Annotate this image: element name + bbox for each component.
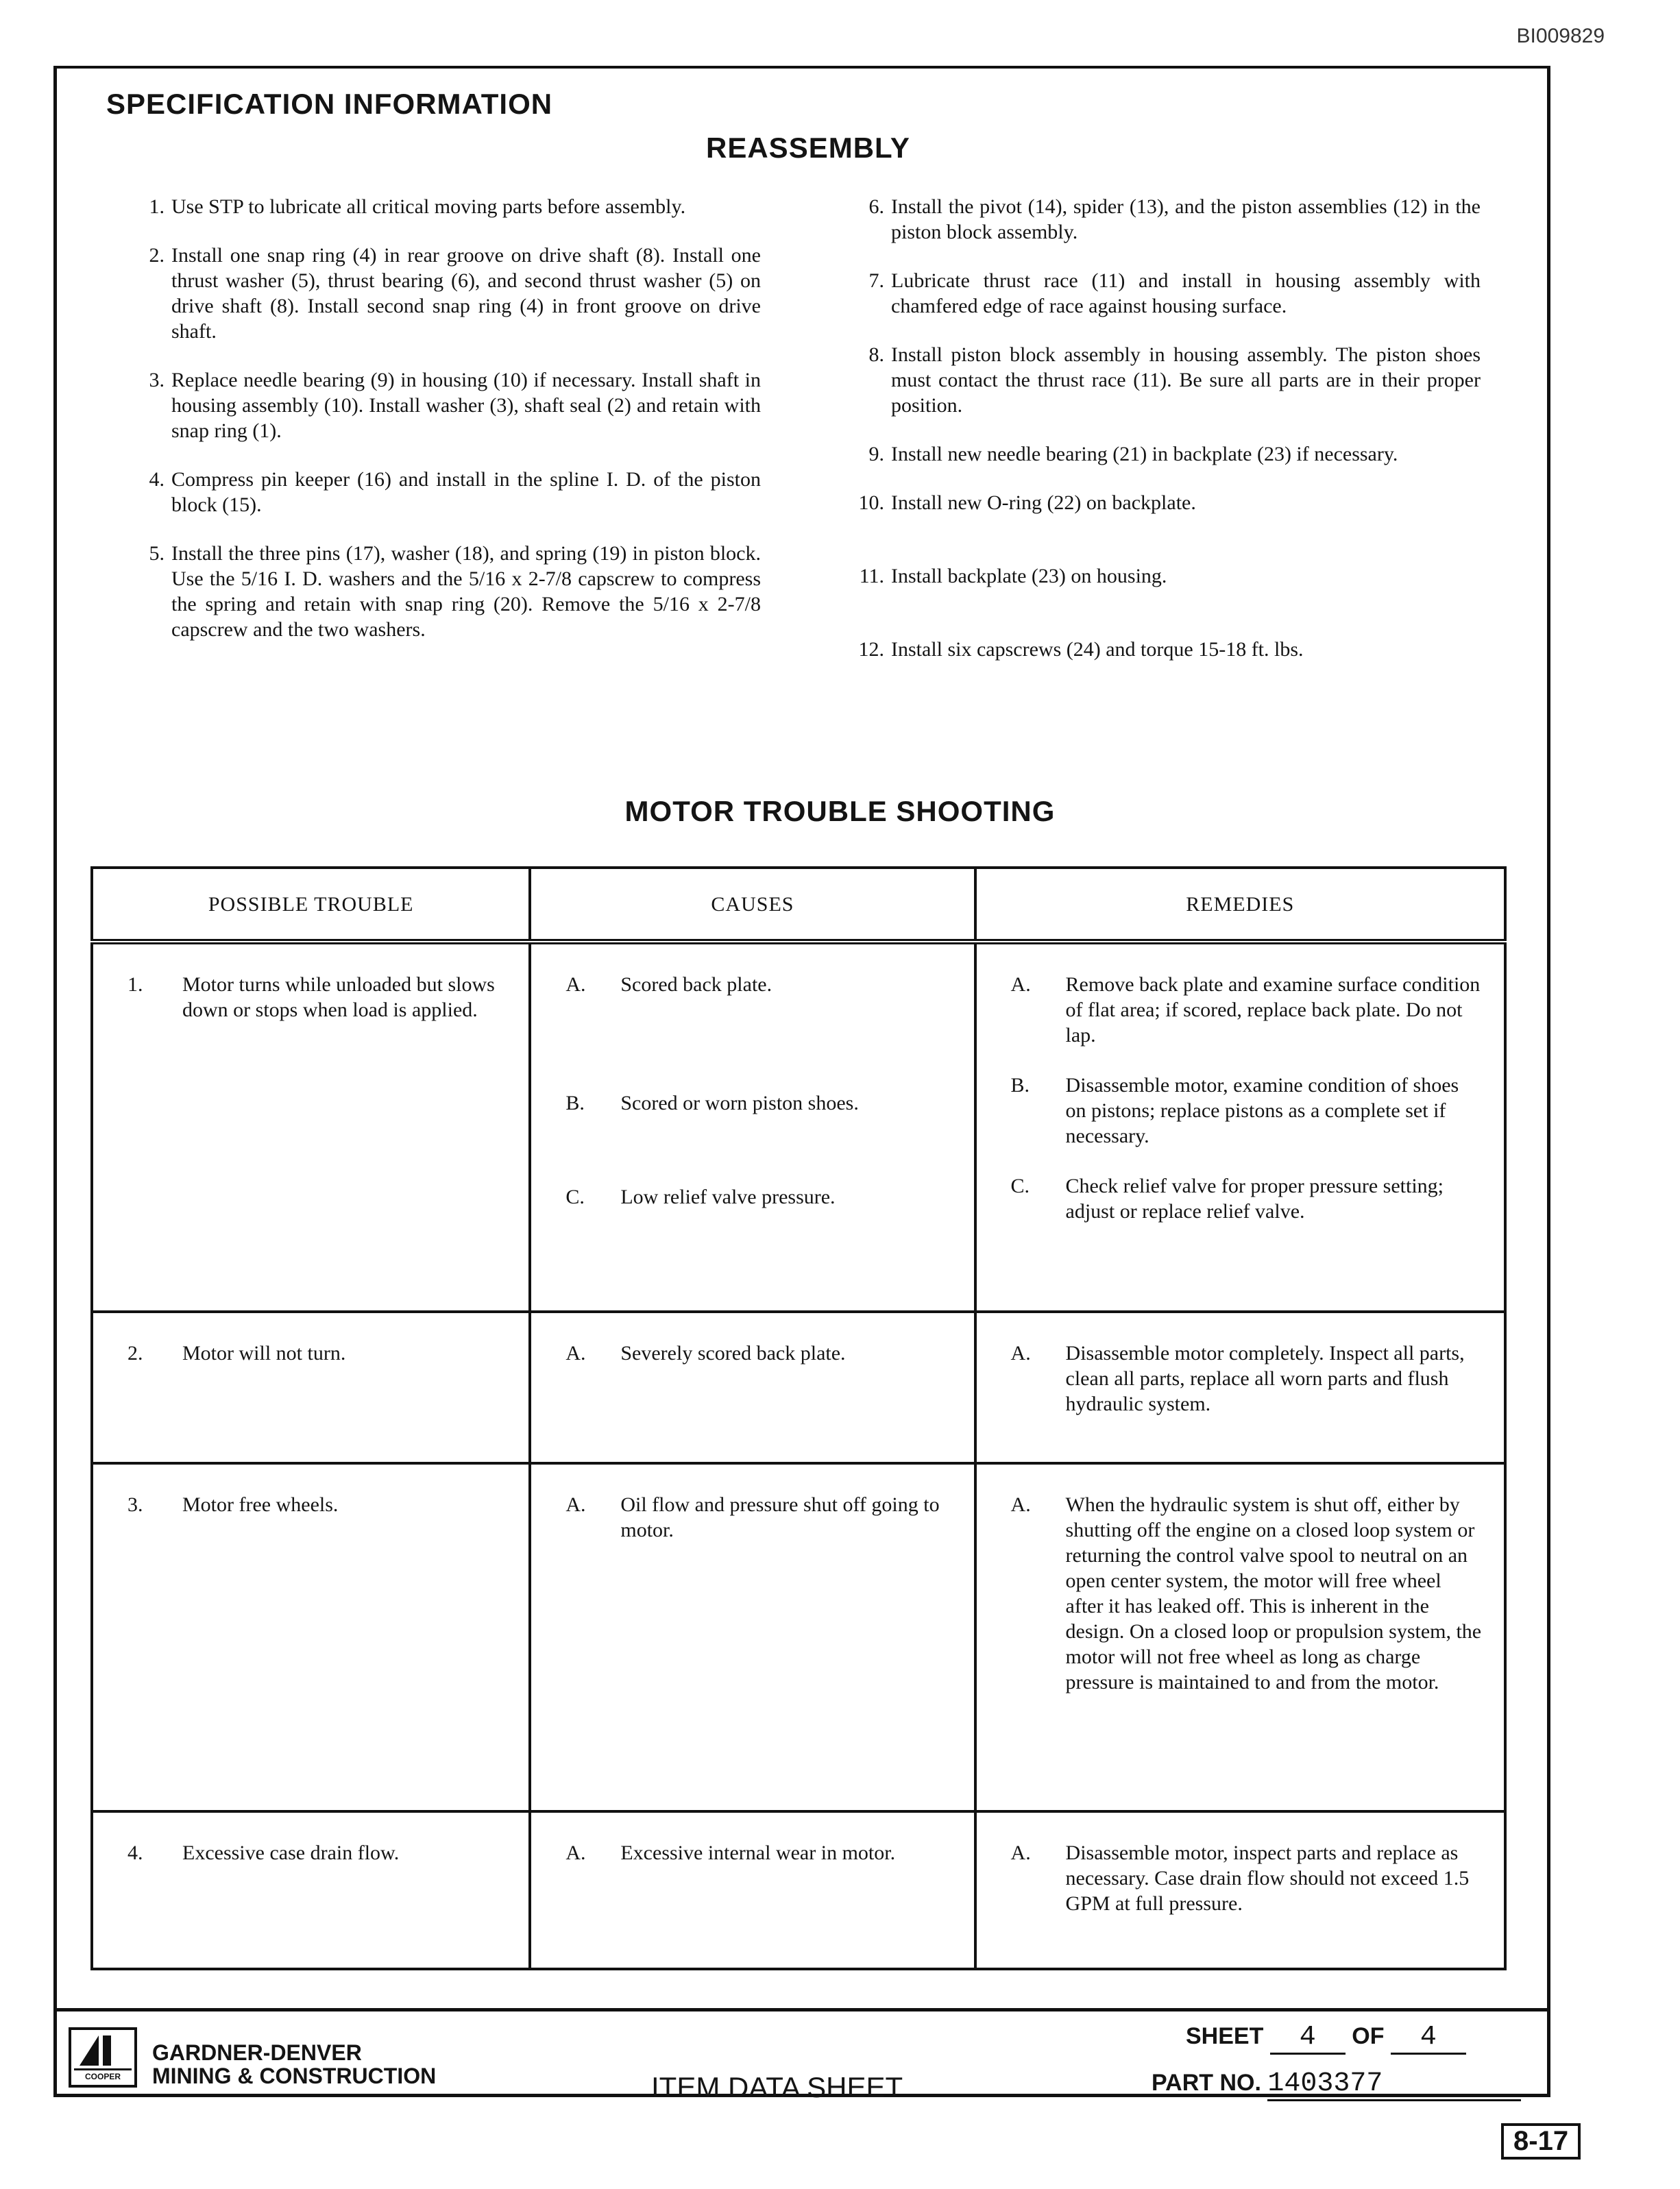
step-text: Replace needle bearing (9) in housing (10) if necessary. Install shaft in housing assembly (10). Install washer (3), shaft seal (2) and retain with snap ring (1). [171,369,761,442]
table-row [92,1312,1505,1463]
table-row [92,942,1505,1312]
remedy-entry [1011,1341,1483,1417]
reassembly-step [130,367,761,443]
step-number: 9. [868,443,884,465]
trouble-cell [92,1463,530,1811]
trouble-entry [127,1492,508,1517]
remedy-text: Disassemble motor, inspect parts and replace as necessary. Case drain flow should not exceed 1.5 GPM at full pressure. [1065,1842,1470,1915]
remedy-text: Disassemble motor completely. Inspect all parts, clean all parts, replace all worn parts and flush hydraulic system. [1065,1342,1465,1415]
step-text: Install new O-ring (22) on backplate. [891,491,1196,514]
cause-entry [565,1341,953,1366]
part-number-info [1152,2068,1521,2101]
step-number: 3. [149,369,165,391]
step-text: Install the three pins (17), washer (18), and spring (19) in piston block. Use the 5/16 I. D. washers and the 5/16 x 2-7/8 capscrew to compress the spring and retain with snap ring (20). Remove the 5/16 x 2-7/8 capscrew and the two washers. [171,542,761,641]
part-number: 1403377 [1267,2068,1521,2101]
step-number: 4. [149,468,165,491]
trouble-cell [92,942,530,1312]
trouble-number: 2. [127,1342,143,1365]
trouble-entry [127,1840,508,1866]
remedy-letter: A. [1010,1493,1031,1516]
remedy-entry [1011,1840,1483,1916]
remedy-entry [1011,1173,1483,1224]
remedies-cell [975,1312,1505,1463]
causes-cell [530,1811,975,1969]
trouble-number: 3. [127,1493,143,1516]
reassembly-step [130,243,761,344]
reassembly-step [850,563,1481,589]
remedies-cell [975,942,1505,1312]
reassembly-step [850,490,1481,515]
trouble-text: Motor will not turn. [182,1342,346,1365]
remedy-text: Check relief valve for proper pressure setting; adjust or replace relief valve. [1065,1175,1444,1223]
cause-entry [565,1090,953,1116]
cause-entry [565,1840,953,1866]
reassembly-steps-right [850,194,1481,685]
company-line-2: MINING & CONSTRUCTION [152,2064,437,2088]
reassembly-step [130,194,761,219]
sheet-info [1186,2022,1466,2055]
step-number: 10. [858,491,884,514]
remedy-entry [1011,1492,1483,1695]
remedy-letter: A. [1010,1342,1031,1365]
header-possible-trouble: POSSIBLE TROUBLE [92,868,530,942]
table-row [92,1463,1505,1811]
remedies-cell [975,1811,1505,1969]
remedy-letter: B. [1010,1074,1030,1097]
remedy-entry [1011,972,1483,1048]
header-causes: CAUSES [530,868,975,942]
trouble-entry [127,972,508,1023]
sheet-number: 4 [1270,2022,1346,2055]
step-text: Install six capscrews (24) and torque 15-18 ft. lbs. [891,638,1304,661]
remedies-cell [975,1463,1505,1811]
document-id: BI009829 [1516,25,1605,47]
cause-text: Oil flow and pressure shut off going to motor. [620,1493,940,1541]
logo-text: COOPER [84,2072,121,2081]
trouble-number: 4. [127,1842,143,1864]
reassembly-step [850,637,1481,662]
step-text: Compress pin keeper (16) and install in the spline I. D. of the piston block (15). [171,468,761,516]
remedy-letter: C. [1010,1175,1030,1197]
remedy-text: When the hydraulic system is shut off, either by shutting off the engine on a closed loop system or returning the control valve spool to neutral on an open center system, the motor will free wheel after it has leaked off. This is inherent in the design. On a closed loop or propulsion system, the motor will not free wheel as long as charge pressure is maintained to and from the motor. [1065,1493,1482,1693]
cause-letter: A. [565,1342,586,1365]
trouble-text: Excessive case drain flow. [182,1842,400,1864]
table-row [92,1811,1505,1969]
step-number: 8. [868,343,884,366]
sheet-total: 4 [1391,2022,1466,2055]
step-number: 12. [858,638,884,661]
trouble-text: Motor free wheels. [182,1493,339,1516]
part-no-label: PART NO. [1152,2070,1261,2096]
cause-text: Severely scored back plate. [620,1342,846,1365]
troubleshooting-title: MOTOR TROUBLE SHOOTING [624,795,1056,827]
spec-title: SPECIFICATION INFORMATION [106,88,553,120]
step-text: Install the pivot (14), spider (13), and the piston assemblies (12) in the piston block assembly. [891,195,1481,243]
step-text: Install new needle bearing (21) in backplate (23) if necessary. [891,443,1398,465]
step-number: 2. [149,244,165,267]
causes-cell [530,1312,975,1463]
remedy-letter: A. [1010,973,1031,996]
page-number: 8-17 [1501,2123,1581,2160]
cause-letter: A. [565,973,586,996]
step-number: 6. [868,195,884,218]
trouble-number: 1. [127,973,143,996]
trouble-cell [92,1312,530,1463]
cause-letter: A. [565,1842,586,1864]
remedy-text: Disassemble motor, examine condition of shoes on pistons; replace pistons as a complete set if necessary. [1065,1074,1459,1147]
sheet-label: SHEET [1186,2023,1264,2049]
trouble-entry [127,1341,508,1366]
remedy-text: Remove back plate and examine surface condition of flat area; if scored, replace back plate. Do not lap. [1065,973,1481,1047]
cause-entry [565,1184,953,1210]
troubleshooting-table [90,866,1507,1970]
reassembly-step [850,342,1481,418]
step-text: Install piston block assembly in housing assembly. The piston shoes must contact the thrust race (11). Be sure all parts are in their proper position. [891,343,1481,417]
reassembly-step [850,194,1481,245]
step-number: 1. [149,195,165,218]
cause-text: Low relief valve pressure. [620,1186,836,1208]
step-number: 11. [859,565,884,587]
step-text: Install one snap ring (4) in rear groove on drive shaft (8). Install one thrust washer (5), thrust bearing (6), and second thrust washer (5) on drive shaft (8). Install second snap ring (4) in front groove on drive shaft. [171,244,761,343]
causes-cell [530,1463,975,1811]
reassembly-step [850,268,1481,319]
header-remedies: REMEDIES [975,868,1505,942]
company-line-1: GARDNER-DENVER [152,2040,362,2065]
of-label: OF [1352,2023,1385,2049]
cause-text: Excessive internal wear in motor. [620,1842,896,1864]
trouble-text: Motor turns while unloaded but slows down or stops when load is applied. [182,973,495,1021]
cause-text: Scored or worn piston shoes. [620,1092,859,1114]
step-number: 7. [868,269,884,292]
reassembly-steps-left [130,194,761,665]
cause-letter: A. [565,1493,586,1516]
cause-entry [565,972,953,997]
step-text: Lubricate thrust race (11) and install in housing assembly with chamfered edge of race against housing surface. [891,269,1481,317]
company-name [152,2041,436,2088]
reassembly-title: REASSEMBLY [706,132,910,164]
reassembly-step [850,441,1481,467]
remedy-entry [1011,1073,1483,1149]
company-logo [69,2027,137,2088]
step-text: Use STP to lubricate all critical moving parts before assembly. [171,195,686,218]
cause-entry [565,1492,953,1543]
cause-letter: B. [565,1092,585,1114]
reassembly-step [130,541,761,642]
item-data-sheet-label: ITEM DATA SHEET [651,2071,903,2103]
footer-divider [53,2008,1550,2011]
step-number: 5. [149,542,165,565]
cause-letter: C. [565,1186,585,1208]
trouble-cell [92,1811,530,1969]
remedy-letter: A. [1010,1842,1031,1864]
step-text: Install backplate (23) on housing. [891,565,1167,587]
cause-text: Scored back plate. [620,973,772,996]
reassembly-step [130,467,761,517]
causes-cell [530,942,975,1312]
